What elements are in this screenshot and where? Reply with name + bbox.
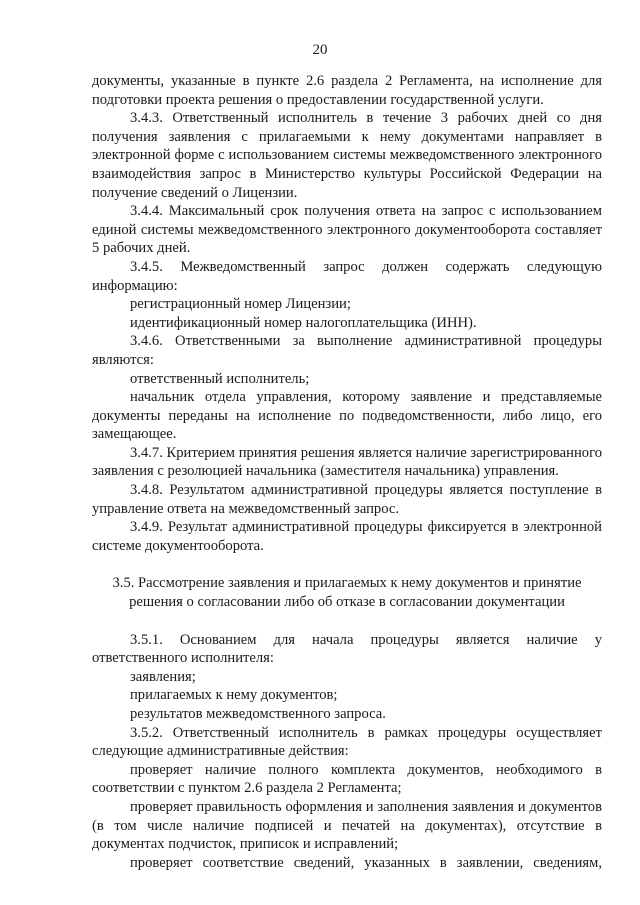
clause-3-5-2: 3.5.2. Ответственный исполнитель в рамках процедуры осуществляет следующие административные действия: bbox=[92, 724, 602, 760]
document-body bbox=[92, 72, 602, 872]
section-heading-line: 3.5. Рассмотрение заявления и прилагаемых к нему документов и принятие bbox=[112, 575, 582, 592]
action-item: проверяет наличие полного комплекта документов, необходимого в соответствии с пунктом 2.6 раздела 2 Регламента; bbox=[92, 761, 602, 797]
clause-3-4-3: 3.4.3. Ответственный исполнитель в течение 3 рабочих дней со дня получения заявления с прилагаемыми к нему документами направляет в электронной форме с использованием системы межведомственного электронного взаимодействия запрос в Министерство культуры Российской Федерации на получение сведений о Лицензии. bbox=[92, 110, 602, 201]
page-number: 20 bbox=[312, 42, 328, 58]
section-heading-line: решения о согласовании либо об отказе в согласовании документации bbox=[129, 594, 565, 611]
clause-3-4-5: 3.4.5. Межведомственный запрос должен содержать следующую информацию: bbox=[92, 258, 602, 294]
clause-3-4-8: 3.4.8. Результатом административной процедуры является поступление в управление ответа на межведомственный запрос. bbox=[92, 482, 602, 517]
list-item: ответственный исполнитель; bbox=[130, 370, 310, 387]
clause-3-5-1: 3.5.1. Основанием для начала процедуры является наличие у ответственного исполнителя: bbox=[92, 631, 602, 667]
list-item: прилагаемых к нему документов; bbox=[130, 687, 338, 704]
paragraph-continuation: документы, указанные в пункте 2.6 раздела 2 Регламента, на исполнение для подготовки проекта решения о предоставлении государственной услуги. bbox=[92, 73, 602, 108]
list-item: заявления; bbox=[130, 668, 196, 685]
clause-3-4-6: 3.4.6. Ответственными за выполнение административной процедуры являются: bbox=[92, 333, 602, 368]
clause-3-4-9: 3.4.9. Результат административной процедуры фиксируется в электронной системе документооборота. bbox=[92, 519, 602, 554]
list-item-long: начальник отдела управления, которому заявление и представляемые документы переданы на исполнение по подведомственности, либо лицо, его замещающее. bbox=[92, 389, 602, 443]
list-item: идентификационный номер налогоплательщика (ИНН). bbox=[130, 314, 477, 331]
list-item: регистрационный номер Лицензии; bbox=[130, 296, 351, 313]
list-item: результатов межведомственного запроса. bbox=[130, 706, 386, 722]
clause-3-4-4: 3.4.4. Максимальный срок получения ответа на запрос с использованием единой системы межведомственного электронного документооборота составляет 5 рабочих дней. bbox=[92, 203, 602, 257]
action-item: проверяет соответствие сведений, указанных в заявлении, сведениям, bbox=[130, 854, 602, 871]
action-item: проверяет правильность оформления и заполнения заявления и документов (в том числе наличие подписей и печатей на документах), отсутствие в документах подчисток, приписок и исправлений; bbox=[92, 798, 602, 853]
section-heading-3-5 bbox=[92, 574, 602, 611]
clause-3-4-7: 3.4.7. Критерием принятия решения является наличие зарегистрированного заявления с резолюцией начальника (заместителя начальника) управления. bbox=[92, 444, 602, 480]
